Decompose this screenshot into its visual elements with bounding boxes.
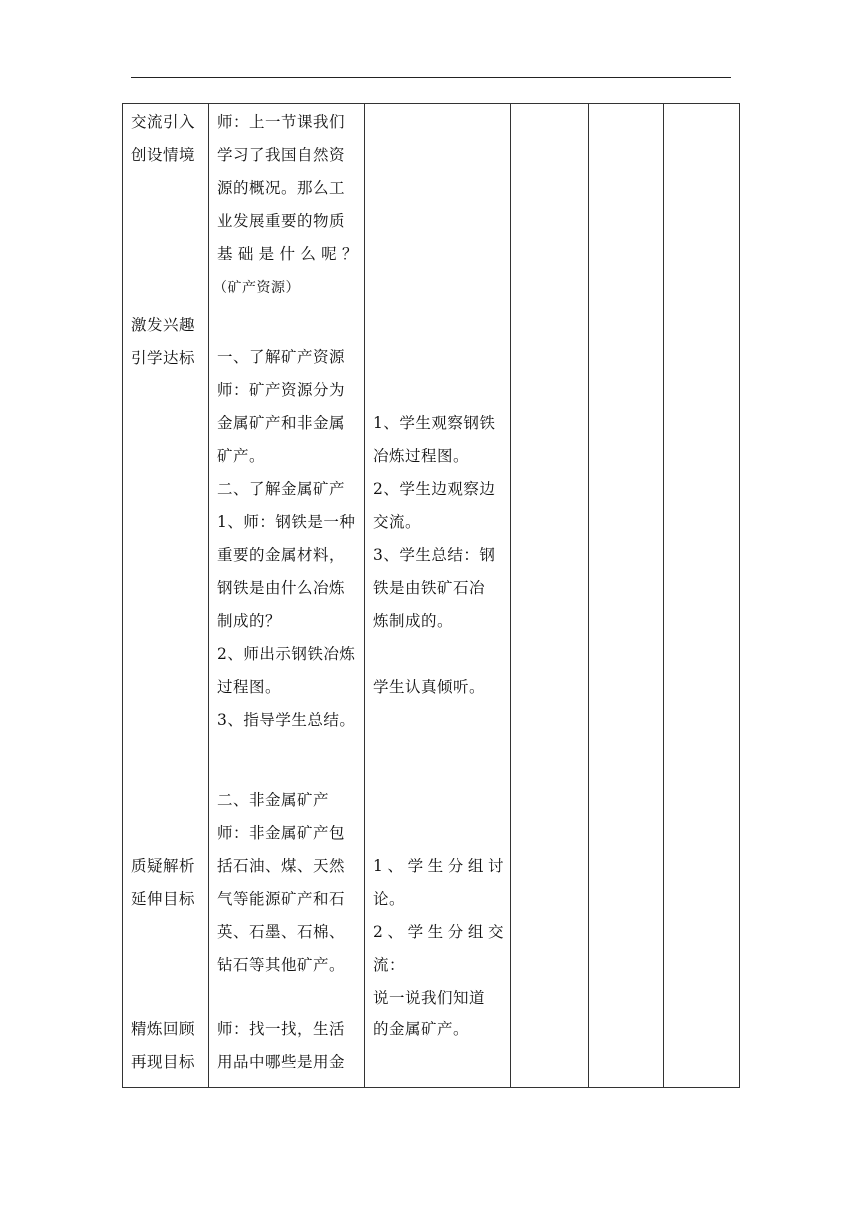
teacher-line: 3、指导学生总结。 [217, 711, 356, 729]
teacher-line: 制成的？ [217, 612, 282, 630]
teacher-line: 矿产。 [217, 447, 266, 465]
teacher-line: 钻石等其他矿产。 [217, 956, 346, 974]
student-line: 流： [373, 956, 406, 974]
teacher-line: 源的概况。那么工 [217, 179, 346, 197]
teacher-line: 二、非金属矿产 [217, 791, 330, 809]
teacher-line: 二、了解金属矿产 [217, 480, 346, 498]
stage-label: 引学达标 [131, 349, 196, 367]
teacher-line: 重要的金属材料， [217, 546, 346, 564]
teacher-line: 英、石墨、石棉、 [217, 923, 346, 941]
teacher-line: 师：非金属矿产包 [217, 824, 346, 842]
teacher-line: 师：上一节课我们 [217, 113, 346, 131]
teacher-line: 学习了我国自然资 [217, 146, 346, 164]
teacher-line: 业发展重要的物质 [217, 212, 346, 230]
header-rule [131, 77, 731, 78]
stage-label: 再现目标 [131, 1053, 196, 1071]
empty-column [664, 104, 740, 1088]
stage-label: 激发兴趣 [131, 316, 196, 334]
teacher-line: 用品中哪些是用金 [217, 1053, 346, 1071]
teacher-line: 钢铁是由什么冶炼 [217, 579, 346, 597]
stage-column [123, 104, 209, 1088]
teacher-line: 1、师：钢铁是一种 [217, 513, 356, 531]
student-line: 1、学生分组讨 [373, 857, 504, 875]
student-line: 冶炼过程图。 [373, 447, 470, 465]
lesson-plan-table [122, 103, 740, 1088]
teacher-activity-column [209, 104, 365, 1088]
teacher-line: 一、了解矿产资源 [217, 348, 346, 366]
empty-column [589, 104, 664, 1088]
student-line: 3、学生总结：钢 [373, 546, 496, 564]
empty-column [511, 104, 589, 1088]
teacher-line: 基础是什么呢？ [217, 245, 358, 263]
table-row [123, 104, 740, 1088]
teacher-line: 2、师出示钢铁冶炼 [217, 645, 356, 663]
student-line: 说一说我们知道 [373, 989, 486, 1007]
teacher-line: 气等能源矿产和石 [217, 890, 346, 908]
teacher-line: 过程图。 [217, 678, 282, 696]
student-line: 学生认真倾听。 [373, 678, 486, 696]
teacher-line: （矿产资源） [213, 280, 300, 296]
student-line: 2、学生边观察边 [373, 480, 496, 498]
student-line: 1、学生观察钢铁 [373, 414, 496, 432]
stage-label: 质疑解析 [131, 857, 196, 875]
student-line: 的金属矿产。 [373, 1020, 470, 1038]
teacher-line: 金属矿产和非金属 [217, 414, 346, 432]
student-activity-column [365, 104, 511, 1088]
student-line: 铁是由铁矿石冶 [373, 579, 486, 597]
stage-label: 精炼回顾 [131, 1020, 196, 1038]
teacher-line: 括石油、煤、天然 [217, 857, 346, 875]
student-line: 交流。 [373, 513, 422, 531]
stage-label: 延伸目标 [131, 890, 196, 908]
teacher-line: 师：找一找，生活 [217, 1020, 346, 1038]
student-line: 2、学生分组交 [373, 923, 504, 941]
student-line: 论。 [373, 890, 406, 908]
stage-label: 创设情境 [131, 146, 196, 164]
stage-label: 交流引入 [131, 113, 196, 131]
teacher-line: 师：矿产资源分为 [217, 381, 346, 399]
student-line: 炼制成的。 [373, 612, 454, 630]
